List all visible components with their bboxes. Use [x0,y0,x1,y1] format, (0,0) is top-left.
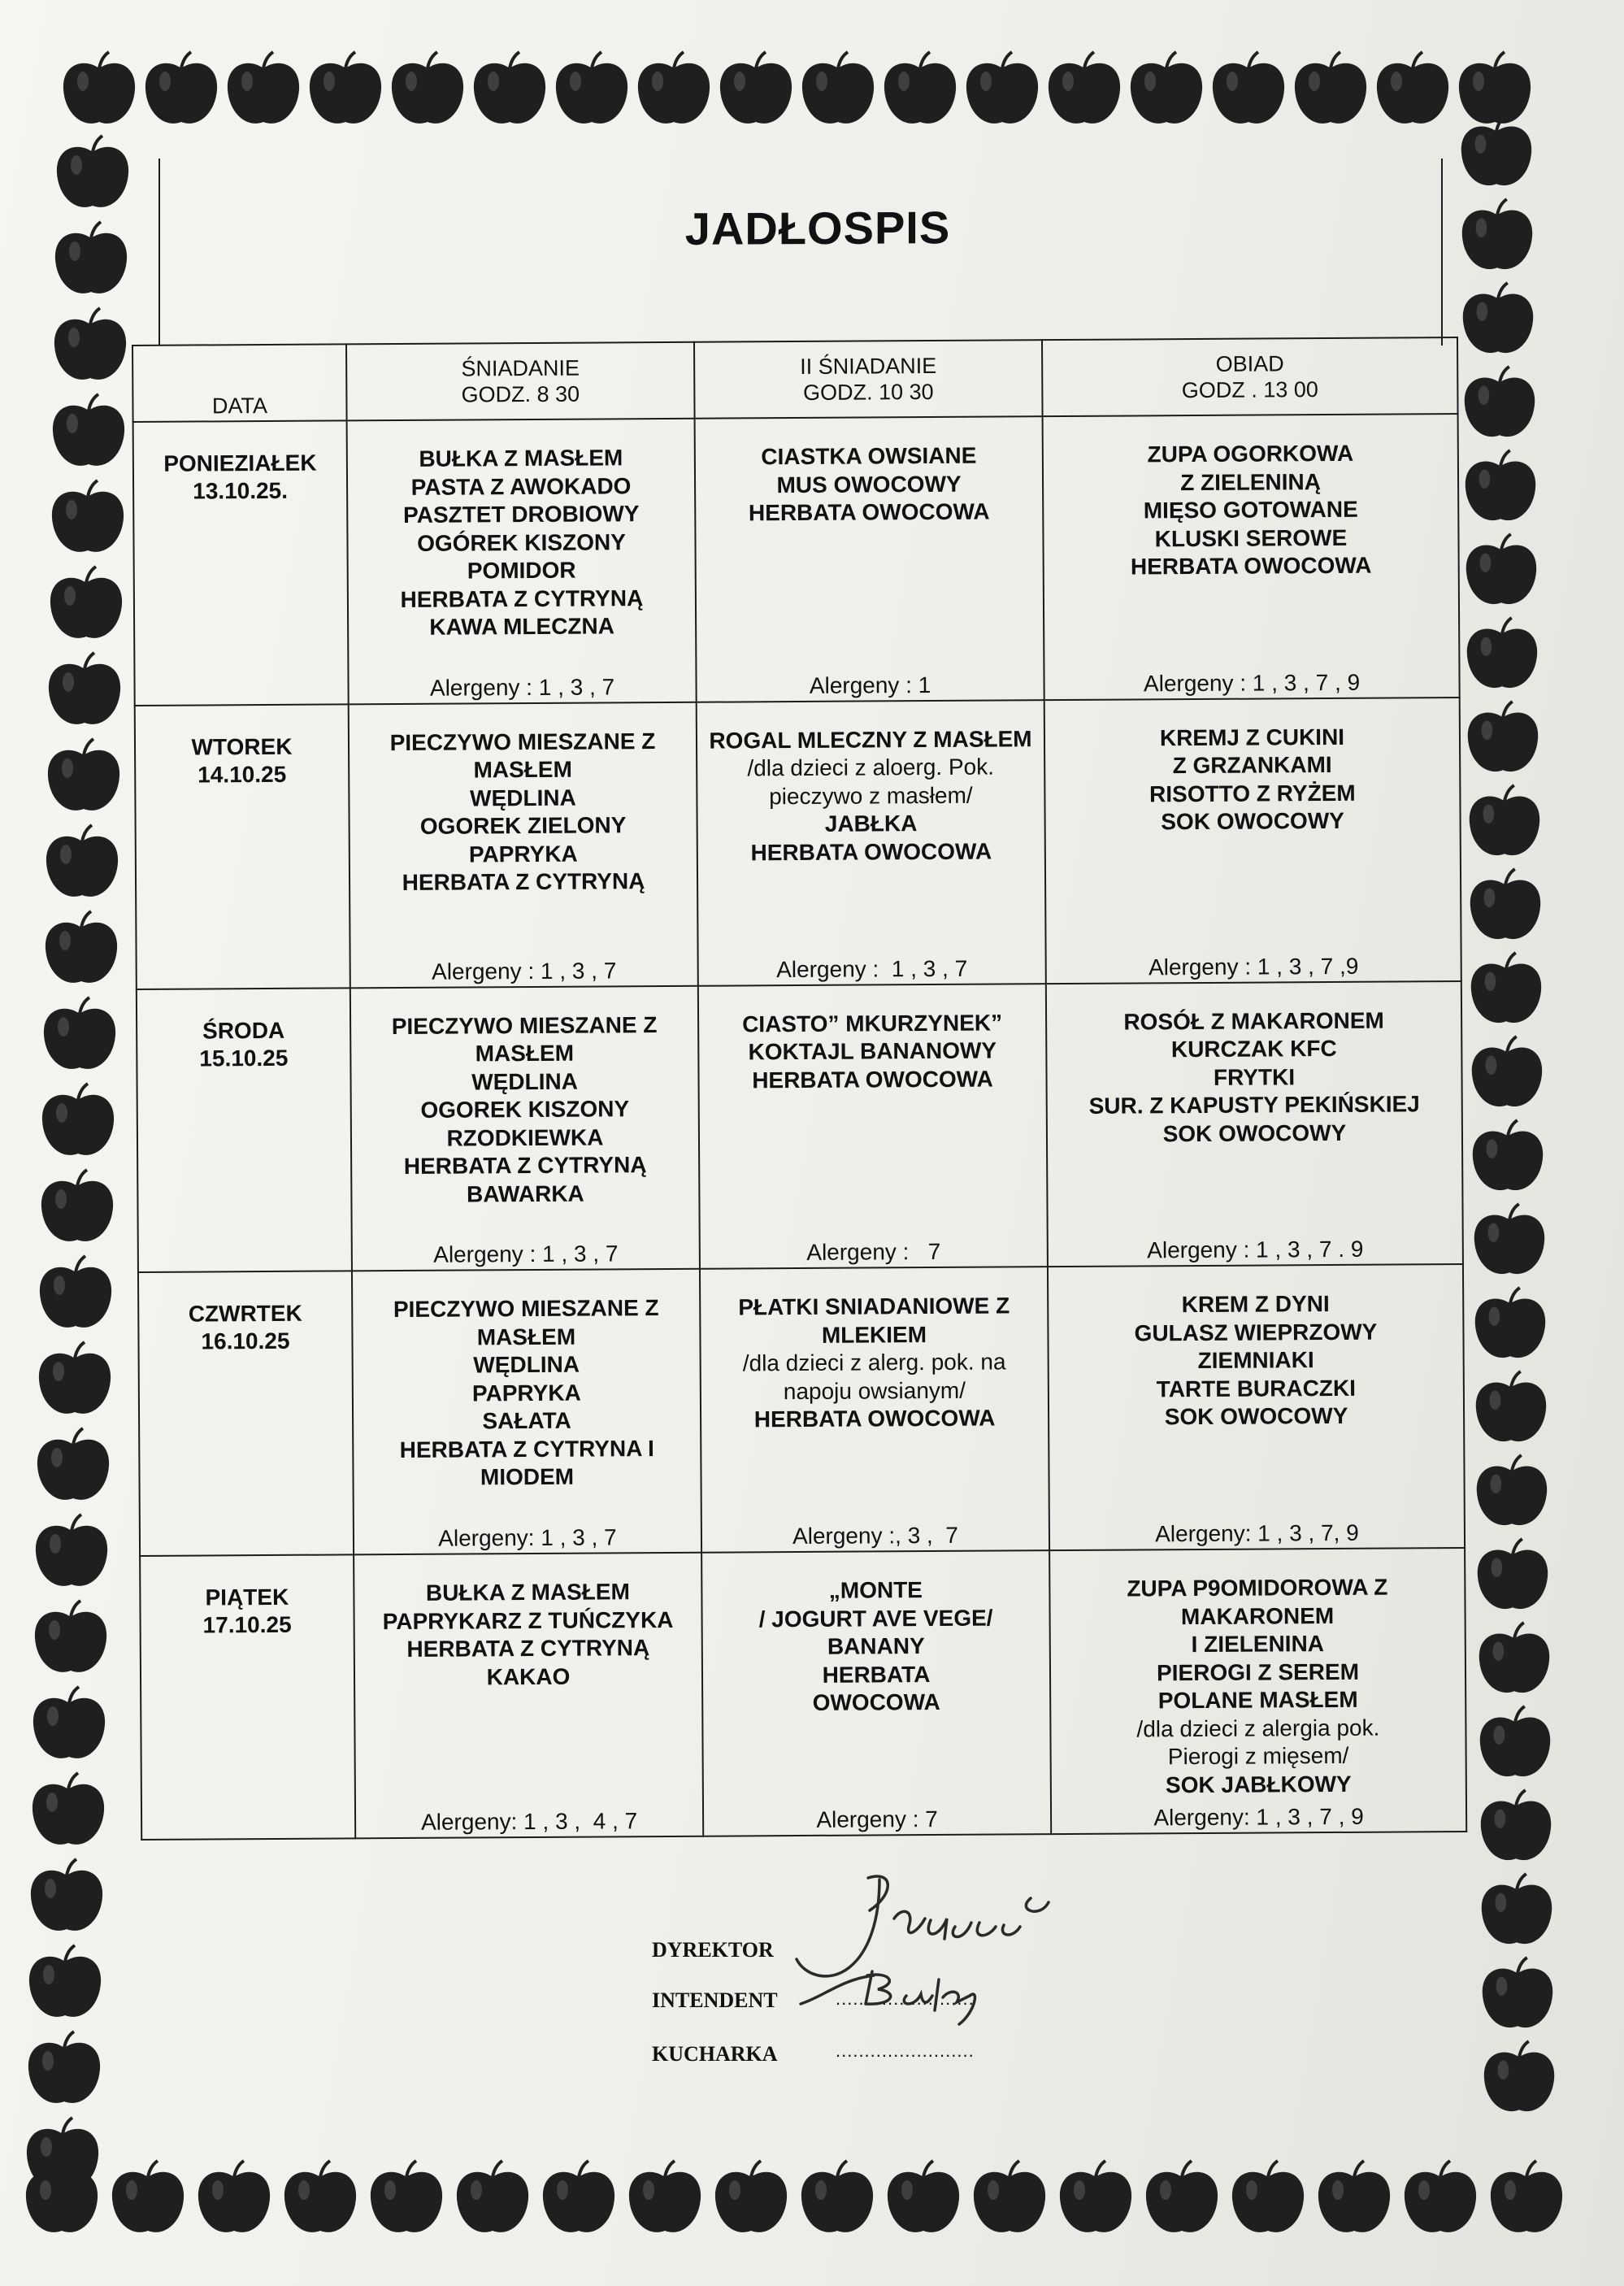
meal-item: OWOCOWA [812,1689,940,1716]
apple-icon [1473,1537,1552,1617]
apple-icon [41,910,122,991]
apple-icon [969,2159,1050,2240]
meal-item: HERBATA Z CYTRYNA I [399,1436,654,1462]
apple-icon [280,2159,361,2240]
apple-icon [107,2159,189,2240]
day-name: PIĄTEK [205,1584,289,1610]
meal-item: I ZIELENINA [1191,1631,1325,1658]
meal-items [350,703,697,898]
meal-item: SOK JABŁKOWY [1165,1771,1352,1797]
meal-item: CIASTO” MKURZYNEK” [742,1010,1003,1037]
day-row [135,698,1461,989]
manager-dots: ........................ [836,1988,975,2009]
breakfast-header-time: GODZ. 8 30 [461,381,580,407]
page-title: JADŁOSPIS [684,202,951,254]
meal-item: BANANY [827,1633,925,1660]
apple-icon [1290,50,1371,132]
day-date: 15.10.25 [199,1045,289,1071]
lunch-header-time: GODZ . 13 00 [1181,377,1318,403]
day-name: PONIEZIAŁEK [163,450,317,476]
meal-item: OGOREK ZIELONY [419,812,627,840]
lunch-cell [1049,1548,1466,1834]
apple-icon [28,1771,109,1853]
apple-icon [387,50,468,132]
meal-item: ZUPA P9OMIDOROWA Z [1127,1574,1388,1602]
meal-items [701,1268,1048,1435]
apple-icon [1474,1621,1554,1701]
day-cell [138,1271,354,1556]
lunch-cell [1048,1264,1465,1550]
apple-icon [1465,784,1544,863]
day-cell [140,1555,355,1840]
breakfast-cell [350,985,700,1271]
meal-item: Pierogi z mięsem/ [1167,1743,1349,1770]
apple-icon [1472,1454,1552,1533]
meal-item: HERBATA [822,1661,931,1688]
day-name: ŚRODA [202,1017,285,1044]
second-breakfast-cell [698,984,1048,1269]
breakfast-cell [354,1553,703,1838]
meal-item: WĘDLINA [471,1068,578,1095]
meal-item: KREMJ Z CUKINI [1159,724,1345,751]
meal-item: SOK OWOCOWY [1161,808,1344,835]
allergens-label: Alergeny: 1 , 3 , 7 [438,1524,617,1551]
meal-item: RZODKIEWKA [446,1124,604,1151]
lunch-header-label: OBIAD [1215,351,1284,376]
meal-item: PIEROGI Z SEREM [1156,1658,1360,1686]
meal-item: pieczywo z masłem/ [769,782,973,810]
meal-item: GULASZ WIEPRZOWY [1134,1319,1378,1346]
meal-items [354,1554,701,1693]
apple-icon [193,2159,275,2240]
apple-icon [1460,365,1539,445]
meal-item: ROSÓŁ Z MAKARONEM [1123,1007,1384,1035]
apple-icon [1471,1370,1551,1449]
meal-items [348,419,696,642]
apple-icon [1314,2159,1395,2240]
meal-item: napoju owsianym/ [783,1377,966,1405]
apple-icon [41,824,123,905]
breakfast-header [346,342,695,421]
meal-item: HERBATA Z CYTRYNĄ [402,868,645,896]
meal-item: SUR. Z KAPUSTY PEKIŃSKIEJ [1088,1091,1420,1119]
day-row [133,414,1460,706]
meal-item: /dla dzieci z alerg. pok. na [742,1349,1006,1376]
meal-item: ZIEMNIAKI [1197,1347,1314,1374]
apple-icon [1227,2159,1309,2240]
apple-icon [469,50,550,132]
meal-item: HERBATA Z CYTRYNĄ [400,585,644,612]
menu-body [133,414,1467,1840]
meal-item: PAPRYKA [468,841,578,867]
day-name: WTOREK [191,733,293,760]
apple-icon [24,1944,106,2025]
apple-icon [1463,700,1543,780]
meal-item: PŁATKI SNIADANIOWE Z [738,1293,1010,1320]
meal-item: JABŁKA [824,811,918,837]
apple-icon [59,50,140,132]
meal-item: PASZTET DROBIOWY [403,501,640,528]
director-label: DYREKTOR [652,1938,774,1962]
second-breakfast-header-time: GODZ. 10 30 [802,380,934,406]
day-cell [135,704,350,989]
apple-icon [1208,50,1289,132]
lunch-cell [1044,698,1461,984]
apple-icon [962,50,1043,132]
apple-icon [1461,449,1540,528]
meal-item: CIASTKA OWSIANE [761,442,977,470]
apple-icon [52,134,133,215]
meal-item: PAPRYKA [471,1380,581,1406]
apple-icon [366,2159,447,2240]
meal-item: HERBATA Z CYTRYNĄ [406,1635,650,1662]
meal-item: BUŁKA Z MASŁEM [425,1579,630,1606]
day-name: CZWRTEK [188,1301,302,1328]
day-row [140,1548,1466,1840]
allergens-label: Alergeny :, 3 , 7 [792,1523,958,1549]
meal-item: / JOGURT AVE VEGE/ [758,1605,993,1632]
manager-signature [776,1947,1028,2028]
apple-icon [1468,1119,1548,1198]
apple-icon [305,50,386,132]
meal-items [1044,415,1458,582]
meal-item: KAKAO [486,1663,571,1690]
apple-icon [624,2159,706,2240]
allergens-label: Alergeny : 1 , 3 , 7 [429,674,615,701]
meal-items [702,1551,1049,1718]
meal-item: Z GRZANKAMI [1172,752,1332,779]
allergens-label: Alergeny: 1 , 3 , 4 , 7 [420,1808,638,1835]
meal-item: SOK OWOCOWY [1162,1119,1347,1146]
apple-icon [34,1341,115,1422]
meal-item: OGOREK KISZONY [420,1096,630,1123]
apple-icon [1479,2040,1559,2119]
meal-item: PIECZYWO MIESZANE Z [389,728,656,756]
meal-item: KURCZAK KFC [1170,1036,1337,1063]
apple-icon [1458,281,1538,361]
apple-icon [44,651,125,732]
apple-icon [1400,2159,1481,2240]
apple-icon [1466,867,1545,947]
apple-icon [1476,1788,1556,1868]
apple-icon [35,1254,116,1336]
apple-icon [1478,1956,1557,2036]
meal-item: ROGAL MLECZNY Z MASŁEM [709,726,1032,754]
meal-item: HERBATA OWOCOWA [750,838,992,866]
apple-icon [538,2159,619,2240]
second-breakfast-header [694,340,1043,419]
meal-item: HERBATA OWOCOWA [1130,552,1372,580]
meal-item: BAWARKA [466,1180,584,1207]
apple-icon [1372,50,1453,132]
apple-icon [47,479,128,560]
day-date: 16.10.25 [201,1328,290,1354]
meal-item: OGÓREK KISZONY [417,528,626,556]
cook-dots: ........................ [836,2040,975,2061]
apple-icon [797,50,879,132]
day-cell [137,988,352,1272]
meal-items [353,1270,701,1493]
apple-icon [1055,2159,1136,2240]
apple-icon [1126,50,1207,132]
allergens-label: Alergeny : 7 [816,1806,938,1832]
meal-item: „MONTE [828,1577,923,1603]
allergens-label: Alergeny : 1 , 3 , 7 [431,958,617,984]
meal-item: MIODEM [480,1464,575,1490]
lunch-header [1042,337,1458,416]
apple-icon [1470,1202,1549,1282]
meal-item: HERBATA Z CYTRYNĄ [403,1152,647,1180]
apple-icon [1141,2159,1222,2240]
apple-icon [551,50,632,132]
apple-icon [37,1082,119,1163]
apple-icon [28,1685,110,1767]
meal-items [1047,982,1461,1150]
day-cell [133,421,349,706]
meal-item: MASŁEM [473,757,572,783]
allergens-label: Alergeny : 7 [806,1239,941,1266]
apple-icon [33,1427,114,1508]
apple-icon [883,2159,964,2240]
meal-items [697,701,1044,867]
apple-icon [48,393,129,474]
meal-items [351,986,699,1209]
day-date: 14.10.25 [198,761,287,788]
meal-item: POMIDOR [467,557,576,584]
meal-items [699,984,1046,1095]
apple-icon [46,565,127,646]
meal-item: HERBATA OWOCOWA [748,498,990,526]
second-breakfast-header-label: II ŚNIADANIE [800,354,937,380]
cook-label: KUCHARKA [652,2042,778,2066]
day-row [137,981,1463,1273]
meal-item: MASŁEM [476,1323,576,1350]
apple-icon [1457,114,1536,193]
apple-icon [223,50,304,132]
apple-icon [43,737,124,819]
meal-item: PIECZYWO MIESZANE Z [391,1011,658,1039]
apple-icon [24,2030,105,2111]
meal-item: KREM Z DYNI [1181,1291,1330,1318]
meal-item: SAŁATA [482,1408,571,1434]
second-breakfast-cell [697,700,1046,985]
meal-items [696,417,1043,528]
menu-table [132,337,1467,1841]
apple-icon [39,996,120,1077]
meal-item: MAKARONEM [1180,1602,1335,1629]
apple-icon [1044,50,1125,132]
lunch-cell [1046,981,1463,1267]
meal-item: /dla dzieci z aloerg. Pok. [747,754,995,781]
breakfast-cell [349,702,698,988]
second-breakfast-cell [700,1267,1049,1553]
allergens-label: Alergeny: 1 , 3 , 7 , 9 [1153,1803,1364,1831]
apple-icon [879,50,961,132]
date-header: DATA [132,344,347,422]
apple-icon [1477,1872,1557,1952]
meal-items [1050,1549,1466,1800]
meal-item: KLUSKI SEROWE [1154,524,1348,552]
meal-item: POLANE MASŁEM [1157,1687,1358,1714]
day-date: 17.10.25 [202,1612,292,1638]
meal-item: MIĘSO GOTOWANE [1143,496,1358,524]
meal-item: PAPRYKARZ Z TUŃCZYKA [382,1606,674,1634]
apple-icon [1470,1286,1550,1366]
breakfast-cell [347,419,697,704]
apple-icon [31,1513,112,1594]
meal-item: BUŁKA Z MASŁEM [419,445,623,472]
apple-icon [1466,951,1546,1031]
meal-item: Z ZIELENINĄ [1180,468,1321,495]
apple-icon [1467,1035,1547,1115]
apple-icon [1486,2159,1567,2240]
meal-item: TARTE BURACZKI [1156,1375,1357,1402]
lunch-cell [1043,414,1460,700]
allergens-label: Alergeny : 1 [809,671,931,698]
second-breakfast-cell [695,416,1044,702]
apple-icon [50,306,131,388]
apple-icon [1475,1705,1555,1784]
allergens-label: Alergeny : 1 , 3 , 7 [433,1241,619,1268]
meal-item: MUS OWOCOWY [776,471,962,498]
apple-icon [1461,532,1541,612]
allergens-label: Alergeny: 1 , 3 , 7, 9 [1155,1520,1359,1547]
breakfast-cell [352,1269,701,1554]
apple-icon [21,2159,102,2240]
meal-item: WĘDLINA [469,784,576,811]
apple-icon [30,1599,111,1680]
meal-items [1049,1265,1463,1432]
apple-icon [141,50,222,132]
meal-item: MLEKIEM [821,1322,927,1348]
manager-label: INTENDENT [652,1988,778,2012]
day-row [138,1264,1465,1556]
meal-item: ZUPA OGORKOWA [1147,441,1354,467]
meal-item: PIECZYWO MIESZANE Z [393,1295,659,1323]
meal-item: RISOTTO Z RYŻEM [1149,780,1356,807]
meal-item: WĘDLINA [473,1352,580,1378]
allergens-label: Alergeny : 1 , 3 , 7 [776,955,968,982]
header-row [132,337,1458,422]
breakfast-header-label: ŚNIADANIE [461,355,580,381]
allergens-label: Alergeny : 1 , 3 , 7 . 9 [1147,1236,1364,1263]
apple-icon [710,2159,792,2240]
meal-item: HERBATA OWOCOWA [753,1405,996,1432]
allergens-label: Alergeny : 1 , 3 , 7 ,9 [1148,953,1359,980]
meal-item: MASŁEM [475,1040,575,1067]
second-breakfast-cell [701,1550,1051,1836]
meal-items [1045,698,1460,837]
meal-item: FRYTKI [1213,1063,1296,1090]
apple-icon [452,2159,533,2240]
apple-icon [633,50,714,132]
apple-icon [37,1168,118,1249]
apple-icon [797,2159,878,2240]
meal-item: /dla dzieci z alergia pok. [1136,1714,1380,1742]
meal-item: KAWA MLECZNA [429,613,615,640]
day-date: 13.10.25. [193,478,289,504]
apple-icon [1462,616,1542,696]
meal-item: KOKTAJL BANANOWY [748,1037,997,1065]
meal-item: HERBATA OWOCOWA [752,1066,993,1093]
meal-item: SOK OWOCOWY [1164,1403,1348,1430]
meal-item: PASTA Z AWOKADO [410,472,632,500]
apple-icon [26,1858,107,1939]
apple-icon [715,50,797,132]
allergens-label: Alergeny : 1 , 3 , 7 , 9 [1143,669,1361,697]
